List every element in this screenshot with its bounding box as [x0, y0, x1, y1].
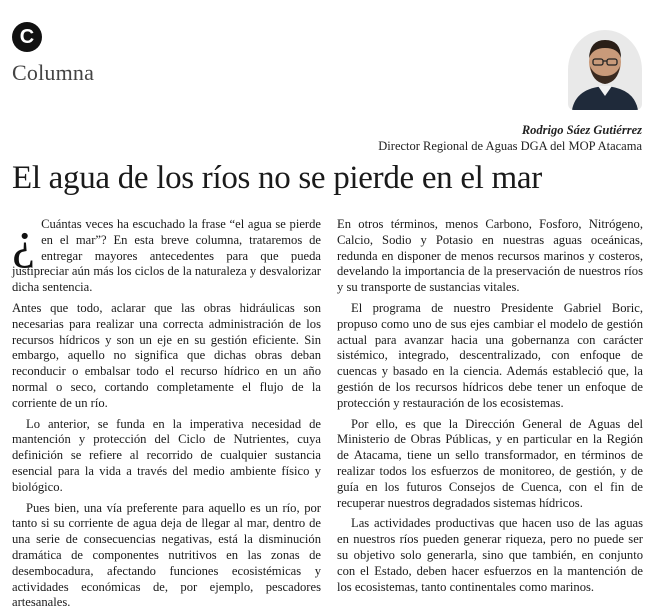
column-badge-icon: C	[12, 22, 42, 52]
article-paragraph: Lo anterior, se funda en la imperativa necesidad de mantención y protección del Ciclo de Nutrientes, cuya definición se refiere al recorrido de cualquier sustancia esencial para la vida a través del medio ambiente físico y biológico.	[12, 416, 321, 494]
author-role: Director Regional de Aguas DGA del MOP Atacama	[378, 139, 642, 153]
article-paragraph: En otros términos, menos Carbono, Fosforo, Nitrógeno, Calcio, Sodio y Potasio en nuestras aguas oceánicas, redunda en disponer de menos recursos marinos y costeros, develando la importancia de la preservación de nuestros ríos y su transporte de sustancias vitales.	[337, 217, 643, 295]
article-paragraph: Por ello, es que la Dirección General de Aguas del Ministerio de Obras Públicas, y en particular en la Región de Atacama, tiene un sello transformador, en términos de realizar todos los esfuerzos de monitoreo, de gestión, y de guía en los futuros Consejos de Cuenca, con el fin de recuperar nuestros degradados sistemas hídricos.	[337, 416, 643, 510]
article-paragraph: El programa de nuestro Presidente Gabriel Boric, propuso como uno de sus ejes cambiar el modelo de gestión actual para avanzar hacia una gobernanza con carácter sistémico, integrado, descentralizado, con enfoque de cuencas y basado en la ciencia. Además estableció que, la gestión de los recursos hídricos debe tener un enfoque de protección y restauración de los ecosistemas.	[337, 300, 643, 410]
author-portrait-icon	[568, 30, 642, 110]
dropcap: ¿	[12, 212, 36, 269]
article-column-right	[337, 217, 643, 600]
author-name: Rodrigo Sáez Gutiérrez	[521, 123, 642, 137]
section-label: Columna	[12, 60, 95, 85]
article-paragraph: Pues bien, una vía preferente para aquello es un río, por tanto si su corriente de agua deja de llegar al mar, dentro de una serie de consecuencias negativas, está la disminución dramática de componentes nutritivos en las zonas de desembocadura, afectando funciones ecosistémicas y actividades económicas de, por ejemplo, pescadores artesanales.	[12, 500, 321, 610]
article-paragraph: ¿ Cuántas veces ha escuchado la frase “el agua se pierde en el mar”? En esta breve columna, trataremos de entregar mayores antecedentes para que pueda justipreciar aún más los ciclos de la naturaleza y desvalorizar dicha sentencia.	[12, 212, 321, 295]
article-paragraph: Las actividades productivas que hacen uso de las aguas en nuestros ríos pueden generar riqueza, pero no puede ser su objetivo solo generarla, sino que también, en conjunto con el Estado, deben hacer esfuerzos en la mantención de los ecosistemas, tanto continentales como marinos.	[337, 516, 643, 594]
article-paragraph: Antes que todo, aclarar que las obras hidráulicas son necesarias para realizar una correcta administración de los recursos hídricos y son un eje en su gestión eficiente. Sin embargo, aquello no significa que dichas obras deban reconducir o embalsar todo el recurso hídrico en un año normal o seco, cortando completamente el flujo de la corriente de un río.	[12, 300, 321, 410]
article-column-left	[12, 212, 321, 616]
headline: El agua de los ríos no se pierde en el mar	[12, 160, 542, 196]
